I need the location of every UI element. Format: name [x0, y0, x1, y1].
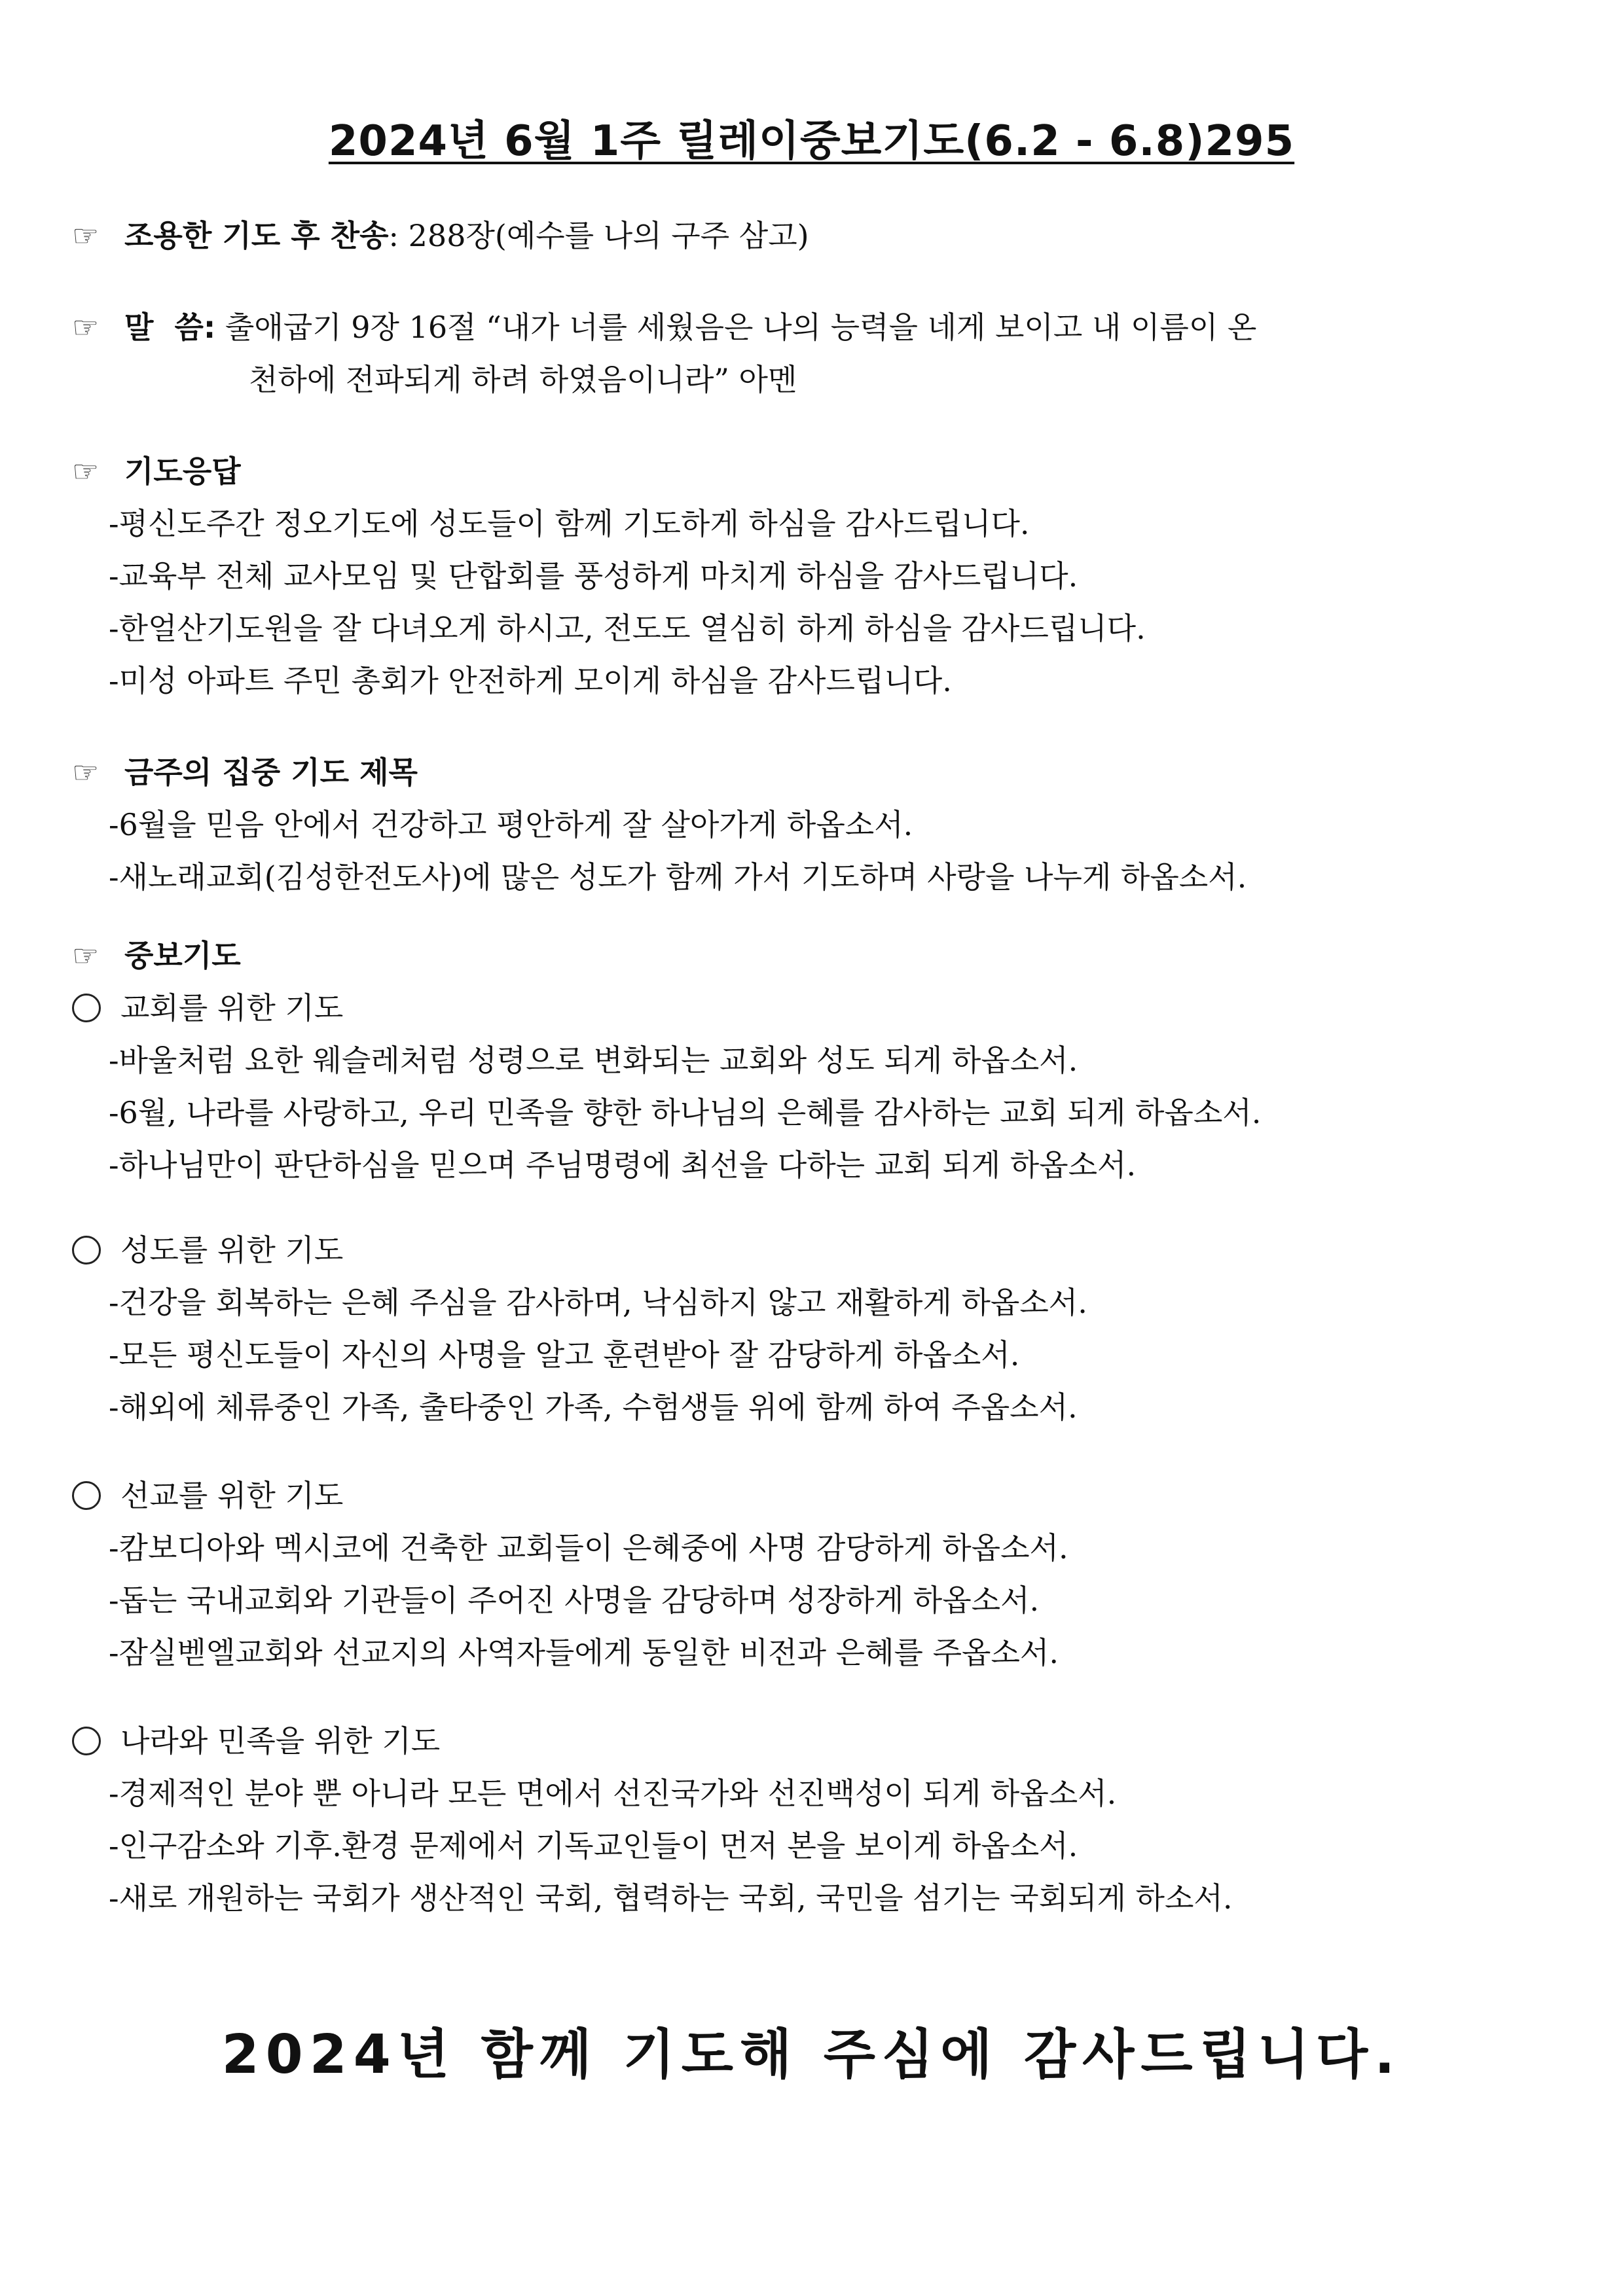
saints-prayer-item: -건강을 회복하는 은혜 주심을 감사하며, 낙심하지 않고 재활하게 하옵소서.: [109, 1285, 1087, 1320]
nation-prayer-item: -경제적인 분야 뿐 아니라 모든 면에서 선진국가와 선진백성이 되게 하옵소서.: [109, 1776, 1117, 1811]
answered-item: -한얼산기도원을 잘 다녀오게 하시고, 전도도 열심히 하게 하심을 감사드립니다.: [109, 611, 1146, 646]
nation-prayer-heading-line: [72, 1715, 1552, 1767]
answered-heading: 기도응답: [124, 454, 241, 489]
saints-prayer-section: [72, 1224, 1552, 1433]
focus-item: -새노래교회(김성한전도사)에 많은 성도가 함께 가서 기도하며 사랑을 나누게 하옵소서.: [109, 859, 1247, 895]
word-label: 말 씀:: [124, 310, 216, 345]
mission-prayer-item: -캄보디아와 멕시코에 건축한 교회들이 은혜중에 사명 감당하게 하옵소서.: [109, 1530, 1068, 1566]
church-prayer-item: -하나님만이 판단하심을 믿으며 주님명령에 최선을 다하는 교회 되게 하옵소서.: [109, 1147, 1137, 1183]
pointing-hand-icon: ☞: [72, 755, 100, 790]
mission-prayer-section: [72, 1469, 1552, 1679]
church-prayer-item: -바울처럼 요한 웨슬레처럼 성령으로 변화되는 교회와 성도 되게 하옵소서.: [109, 1043, 1078, 1078]
closing-message: 2024년 함께 기도해 주심에 감사드립니다.: [221, 2024, 1402, 2086]
word-verse-line-1: 출애굽기 9장 16절 “내가 너를 세웠음은 나의 능력을 네게 보이고 내 이름이 온: [215, 310, 1257, 345]
answered-heading-line: [72, 445, 1552, 497]
nation-prayer-heading: 나라와 민족을 위한 기도: [120, 1723, 441, 1759]
word-line-1: [72, 301, 1552, 353]
saints-prayer-heading: 성도를 위한 기도: [120, 1232, 344, 1268]
answered-item: -미성 아파트 주민 총회가 안전하게 모이게 하심을 감사드립니다.: [109, 663, 952, 698]
saints-prayer-item: -해외에 체류중인 가족, 출타중인 가족, 수험생들 위에 함께 하여 주옵소서.: [109, 1390, 1078, 1425]
hymn-section: [72, 209, 1552, 262]
pointing-hand-icon: ☞: [72, 218, 100, 253]
saints-prayer-heading-line: [72, 1224, 1552, 1276]
nation-prayer-section: [72, 1715, 1552, 1924]
focus-prayer-section: [72, 746, 1552, 903]
pointing-hand-icon: ☞: [72, 938, 100, 973]
mission-prayer-heading: 선교를 위한 기도: [120, 1478, 344, 1513]
mission-prayer-heading-line: [72, 1469, 1552, 1522]
mission-prayer-item: -돕는 국내교회와 기관들이 주어진 사명을 감당하며 성장하게 하옵소서.: [109, 1583, 1040, 1618]
intercession-section: [72, 929, 1552, 1191]
page-title: 2024년 6월 1주 릴레이중보기도(6.2 - 6.8)295: [328, 117, 1295, 166]
nation-prayer-item: -인구감소와 기후.환경 문제에서 기독교인들이 먼저 본을 보이게 하옵소서.: [109, 1828, 1078, 1863]
saints-prayer-item: -모든 평신도들이 자신의 사명을 알고 훈련받아 잘 감당하게 하옵소서.: [109, 1337, 1020, 1372]
word-section: [72, 301, 1552, 406]
hymn-line: [72, 209, 1552, 262]
answered-prayers-section: [72, 445, 1552, 707]
mission-prayer-item: -잠실벧엘교회와 선교지의 사역자들에게 동일한 비전과 은혜를 주옵소서.: [109, 1635, 1059, 1670]
focus-heading-line: [72, 746, 1552, 798]
church-prayer-item: -6월, 나라를 사랑하고, 우리 민족을 향한 하나님의 은혜를 감사하는 교회 되게 하옵소서.: [109, 1095, 1262, 1130]
circle-bullet-icon: [72, 1236, 101, 1265]
pointing-hand-icon: ☞: [72, 454, 100, 489]
circle-bullet-icon: [72, 994, 101, 1022]
intercession-heading: 중보기도: [124, 938, 241, 973]
answered-item: -평신도주간 정오기도에 성도들이 함께 기도하게 하심을 감사드립니다.: [109, 506, 1030, 541]
church-prayer-heading: 교회를 위한 기도: [120, 990, 344, 1026]
intercession-heading-line: [72, 929, 1552, 982]
circle-bullet-icon: [72, 1481, 101, 1510]
pointing-hand-icon: ☞: [72, 310, 100, 345]
word-verse-line-2: 천하에 전파되게 하려 하였음이니라” 아멘: [249, 362, 797, 397]
circle-bullet-icon: [72, 1727, 101, 1755]
answered-item: -교육부 전체 교사모임 및 단합회를 풍성하게 마치게 하심을 감사드립니다.: [109, 558, 1078, 594]
focus-item: -6월을 믿음 안에서 건강하고 평안하게 잘 살아가게 하옵소서.: [109, 807, 913, 842]
hymn-text: : 288장(예수를 나의 구주 삼고): [388, 218, 809, 253]
focus-heading: 금주의 집중 기도 제목: [124, 755, 418, 790]
nation-prayer-item: -새로 개원하는 국회가 생산적인 국회, 협력하는 국회, 국민을 섬기는 국회되게 하소서.: [109, 1880, 1233, 1916]
church-prayer-heading-line: [72, 982, 1552, 1034]
hymn-label: 조용한 기도 후 찬송: [124, 218, 389, 253]
